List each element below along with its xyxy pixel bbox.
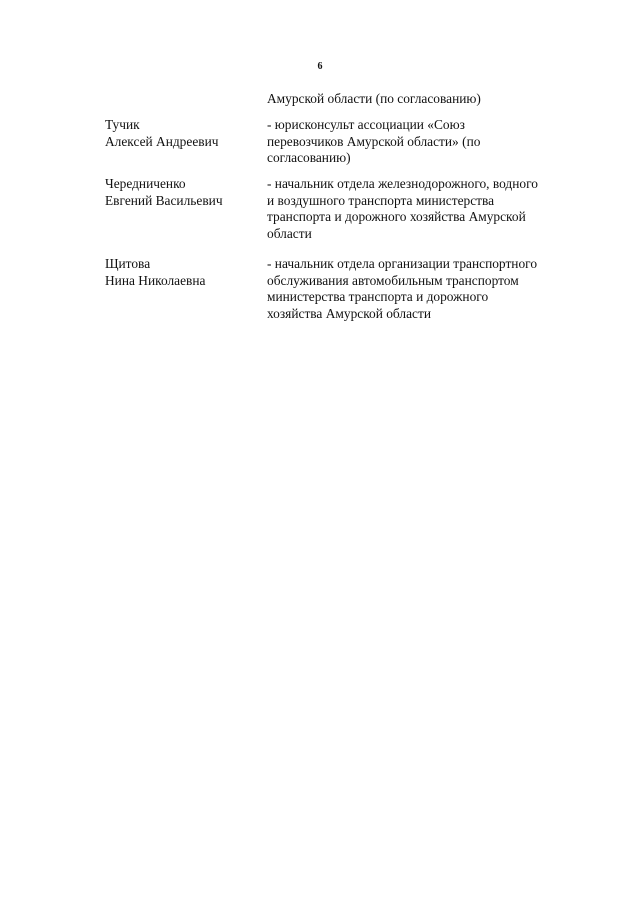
member-name xyxy=(105,176,255,209)
position-line: и воздушного транспорта министерства xyxy=(267,192,495,208)
continuation-line: Амурской области (по согласованию) xyxy=(267,91,481,106)
member-given-names: Евгений Васильевич xyxy=(105,192,223,208)
position-line: транспорта и дорожного хозяйства Амурской xyxy=(267,209,526,224)
member-given-names: Нина Николаевна xyxy=(105,272,206,288)
position-line: области xyxy=(267,225,312,241)
member-name xyxy=(105,117,255,150)
position-line: - начальник отдела организации транспортного xyxy=(267,256,538,271)
member-surname: Щитова xyxy=(105,256,151,271)
member-position xyxy=(267,256,567,322)
position-line: министерства транспорта и дорожного xyxy=(267,289,489,304)
member-given-names: Алексей Андреевич xyxy=(105,133,219,149)
member-surname: Чередниченко xyxy=(105,176,186,191)
position-line: - юрисконсульт ассоциации «Союз xyxy=(267,117,465,132)
member-position xyxy=(267,117,567,167)
page-number: 6 xyxy=(317,61,323,72)
member-name xyxy=(105,256,255,289)
member-position xyxy=(267,176,567,242)
position-line: обслуживания автомобильным транспортом xyxy=(267,272,519,288)
position-line: перевозчиков Амурской области» (по xyxy=(267,133,481,149)
position-line: хозяйства Амурской области xyxy=(267,305,432,321)
member-surname: Тучик xyxy=(105,117,140,132)
position-line: согласованию) xyxy=(267,150,351,165)
position-line: - начальник отдела железнодорожного, водного xyxy=(267,176,538,191)
